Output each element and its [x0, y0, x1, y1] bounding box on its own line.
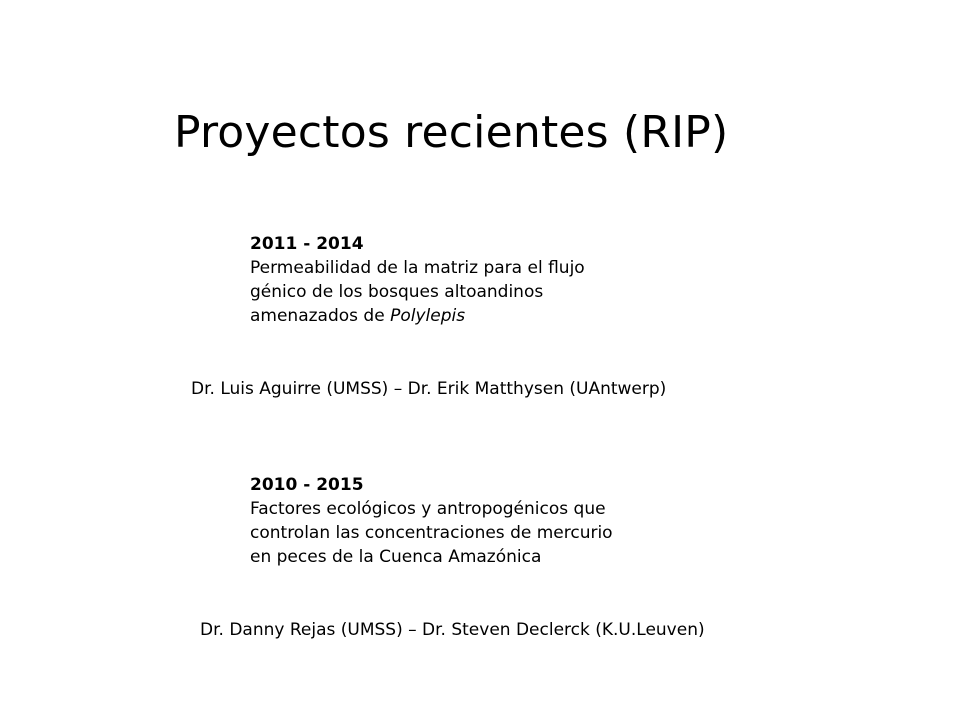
project-block-2011-2014: [250, 232, 585, 328]
project-researchers: Dr. Danny Rejas (UMSS) – Dr. Steven Declerck (K.U.Leuven): [200, 620, 705, 640]
project-description-line: génico de los bosques altoandinos: [250, 282, 544, 302]
slide-title: Proyectos recientes (RIP): [174, 107, 729, 158]
project-description-line: en peces de la Cuenca Amazónica: [250, 547, 542, 567]
project-block-2010-2015: [250, 473, 613, 569]
project-description-text: amenazados de: [250, 306, 391, 326]
project-years: 2011 - 2014: [250, 234, 364, 254]
project-description-line: controlan las concentraciones de mercurio: [250, 523, 613, 543]
project-description-line: Factores ecológicos y antropogénicos que: [250, 499, 606, 519]
species-name: Polylepis: [390, 306, 466, 326]
project-years: 2010 - 2015: [250, 475, 364, 495]
project-description-line: [250, 304, 585, 328]
project-researchers: Dr. Luis Aguirre (UMSS) – Dr. Erik Matthysen (UAntwerp): [191, 379, 667, 399]
project-description-line: Permeabilidad de la matriz para el flujo: [250, 258, 585, 278]
